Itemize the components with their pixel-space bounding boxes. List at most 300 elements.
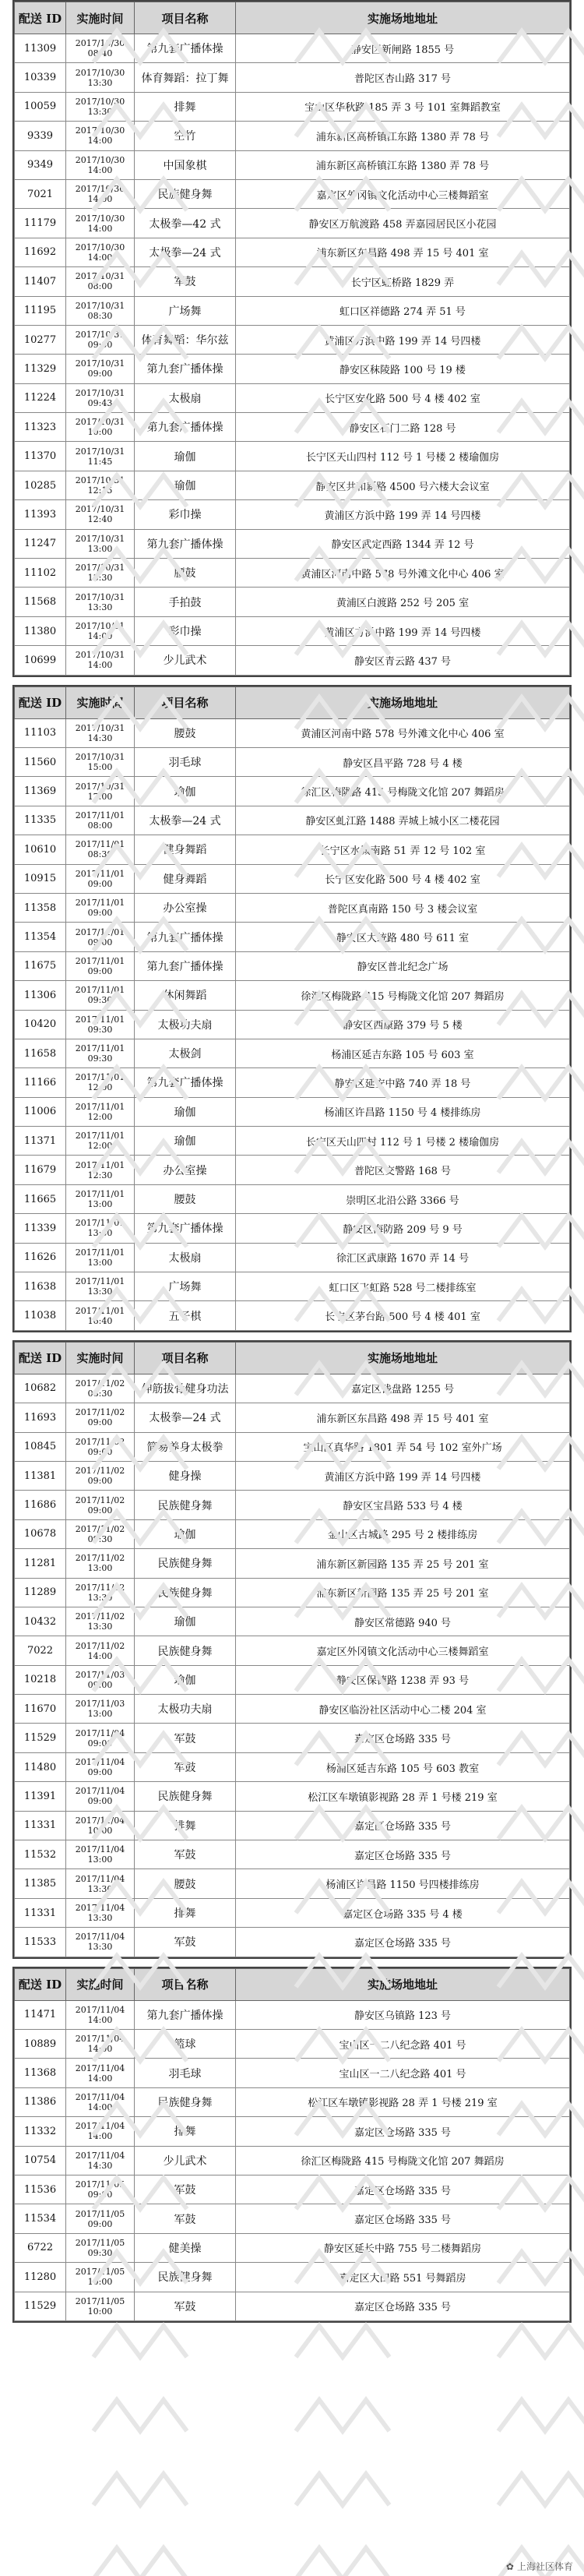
item-cell: 民族健身舞 bbox=[135, 1636, 236, 1665]
delivery-id-cell: 11331 bbox=[15, 1898, 66, 1927]
time-cell: 2017/11/01 12:00 bbox=[66, 1097, 135, 1126]
time-cell: 2017/10/31 09:43 bbox=[66, 383, 135, 412]
wechat-icon: ✿ bbox=[505, 2560, 514, 2572]
time-cell: 2017/11/02 09:00 bbox=[66, 1432, 135, 1461]
time-cell: 2017/11/05 10:00 bbox=[66, 2263, 135, 2292]
table-row bbox=[15, 1156, 570, 1184]
delivery-id-cell: 10610 bbox=[15, 835, 66, 864]
table-row bbox=[15, 1928, 570, 1957]
address-cell: 徐汇区梅陇路 415 号梅陇文化馆 207 舞蹈房 bbox=[236, 2146, 570, 2175]
address-cell: 静安区石门二路 128 号 bbox=[236, 413, 570, 442]
time-cell: 2017/11/04 13:30 bbox=[66, 1928, 135, 1957]
delivery-id-cell: 11380 bbox=[15, 616, 66, 645]
item-cell: 第九套广播体操 bbox=[135, 1214, 236, 1243]
delivery-id-cell: 11358 bbox=[15, 893, 66, 922]
table-row bbox=[15, 179, 570, 208]
time-cell: 2017/11/01 12:30 bbox=[66, 1156, 135, 1184]
address-cell: 嘉定区仓场路 335 号 bbox=[236, 1724, 570, 1752]
address-cell: 杨浦区延吉东路 105 号 603 室 bbox=[236, 1039, 570, 1067]
address-cell: 长宁区虹桥路 1829 弄 bbox=[236, 267, 570, 296]
item-cell: 军鼓 bbox=[135, 267, 236, 296]
address-cell: 宝山区一二八纪念路 401 号 bbox=[236, 2030, 570, 2059]
item-cell: 健身操 bbox=[135, 1461, 236, 1490]
delivery-id-cell: 11331 bbox=[15, 1811, 66, 1840]
address-cell: 静安区海防路 209 号 9 号 bbox=[236, 1214, 570, 1243]
address-cell: 松江区车墩镇影视路 28 弄 1 号楼 219 室 bbox=[236, 1782, 570, 1811]
schedule-block bbox=[12, 1340, 572, 1959]
table-row bbox=[15, 1097, 570, 1126]
item-cell: 腰鼓 bbox=[135, 1184, 236, 1213]
time-cell: 2017/11/05 09:30 bbox=[66, 2233, 135, 2262]
address-cell: 静安区延安中路 740 弄 18 号 bbox=[236, 1068, 570, 1097]
table-row bbox=[15, 122, 570, 150]
time-cell: 2017/10/30 13:30 bbox=[66, 92, 135, 121]
item-cell: 第九套广播体操 bbox=[135, 34, 236, 63]
time-cell: 2017/11/04 10:00 bbox=[66, 1811, 135, 1840]
time-cell: 2017/10/31 11:45 bbox=[66, 442, 135, 471]
address-cell: 嘉定区钱盘路 1255 号 bbox=[236, 1374, 570, 1403]
table-row bbox=[15, 588, 570, 616]
header-address: 实施场地地址 bbox=[236, 1968, 570, 2000]
table-row bbox=[15, 1214, 570, 1243]
delivery-id-cell: 11280 bbox=[15, 2263, 66, 2292]
table-row bbox=[15, 777, 570, 806]
header-address: 实施场地地址 bbox=[236, 2, 570, 34]
table-row bbox=[15, 2233, 570, 2262]
time-cell: 2017/11/02 14:00 bbox=[66, 1636, 135, 1665]
item-cell: 太极拳—42 式 bbox=[135, 209, 236, 238]
table-row bbox=[15, 1549, 570, 1578]
address-cell: 宝山区一二八纪念路 401 号 bbox=[236, 2059, 570, 2087]
schedule-sheet bbox=[12, 0, 572, 2323]
time-cell: 2017/11/04 14:00 bbox=[66, 2000, 135, 2029]
address-cell: 静安区新闸路 1855 号 bbox=[236, 34, 570, 63]
delivery-id-cell: 11332 bbox=[15, 2117, 66, 2146]
time-cell: 2017/11/05 10:00 bbox=[66, 2292, 135, 2320]
table-row bbox=[15, 471, 570, 499]
table-row bbox=[15, 616, 570, 645]
item-cell: 瑜伽 bbox=[135, 471, 236, 499]
address-cell: 嘉定区仓场路 335 号 bbox=[236, 2204, 570, 2233]
table-row bbox=[15, 267, 570, 296]
address-cell: 黄浦区方浜中路 199 弄 14 号四楼 bbox=[236, 500, 570, 529]
delivery-id-cell: 11323 bbox=[15, 413, 66, 442]
delivery-id-cell: 10059 bbox=[15, 92, 66, 121]
table-row bbox=[15, 1869, 570, 1898]
watermark-mark bbox=[498, 2400, 584, 2431]
delivery-id-cell: 11306 bbox=[15, 981, 66, 1010]
time-cell: 2017/11/01 09:30 bbox=[66, 1010, 135, 1039]
item-cell: 腰鼓 bbox=[135, 718, 236, 747]
time-cell: 2017/10/30 14:00 bbox=[66, 179, 135, 208]
table-row bbox=[15, 893, 570, 922]
header-time: 实施时间 bbox=[66, 686, 135, 718]
delivery-id-cell: 11638 bbox=[15, 1272, 66, 1301]
address-cell: 杨浦区许昌路 1150 号四楼排练房 bbox=[236, 1869, 570, 1898]
footer-text: 上海社区体育 bbox=[516, 2561, 573, 2572]
time-cell: 2017/11/04 09:00 bbox=[66, 1752, 135, 1781]
time-cell: 2017/11/01 09:30 bbox=[66, 1039, 135, 1067]
item-cell: 五子棋 bbox=[135, 1301, 236, 1330]
time-cell: 2017/11/02 13:30 bbox=[66, 1607, 135, 1636]
time-cell: 2017/10/30 08:40 bbox=[66, 34, 135, 63]
item-cell: 太极扇 bbox=[135, 383, 236, 412]
address-cell: 嘉定区仓场路 335 号 4 楼 bbox=[236, 1898, 570, 1927]
header-item: 项目名称 bbox=[135, 1968, 236, 2000]
address-cell: 嘉定区仓场路 335 号 bbox=[236, 2175, 570, 2204]
table-row bbox=[15, 1578, 570, 1607]
time-cell: 2017/10/31 08:30 bbox=[66, 296, 135, 325]
time-cell: 2017/11/01 09:30 bbox=[66, 981, 135, 1010]
item-cell: 简易养身太极拳 bbox=[135, 1432, 236, 1461]
delivery-id-cell: 11391 bbox=[15, 1782, 66, 1811]
delivery-id-cell: 11309 bbox=[15, 34, 66, 63]
table-row bbox=[15, 1039, 570, 1067]
address-cell: 黄浦区方浜中路 199 弄 14 号四楼 bbox=[236, 325, 570, 354]
address-cell: 嘉定区仓场路 335 号 bbox=[236, 2292, 570, 2320]
item-cell: 腰鼓 bbox=[135, 1869, 236, 1898]
time-cell: 2017/10/31 12:40 bbox=[66, 500, 135, 529]
table-row bbox=[15, 1010, 570, 1039]
table-row bbox=[15, 864, 570, 893]
item-cell: 民族健身舞 bbox=[135, 2263, 236, 2292]
item-cell: 太极拳—24 式 bbox=[135, 1403, 236, 1432]
watermark-mark bbox=[296, 2326, 389, 2357]
item-cell: 手拍鼓 bbox=[135, 588, 236, 616]
address-cell: 静安区昌平路 728 号 4 楼 bbox=[236, 747, 570, 776]
address-cell: 嘉定区大田路 551 号舞蹈房 bbox=[236, 2263, 570, 2292]
address-cell: 浦东新区新园路 135 弄 25 号 201 室 bbox=[236, 1578, 570, 1607]
item-cell: 瑜伽 bbox=[135, 1127, 236, 1156]
time-cell: 2017/10/31 15:00 bbox=[66, 747, 135, 776]
time-cell: 2017/10/30 14:00 bbox=[66, 150, 135, 179]
item-cell: 民族健身舞 bbox=[135, 1491, 236, 1519]
delivery-id-cell: 11102 bbox=[15, 559, 66, 588]
delivery-id-cell: 10754 bbox=[15, 2146, 66, 2175]
header-time: 实施时间 bbox=[66, 2, 135, 34]
item-cell: 腰鼓 bbox=[135, 559, 236, 588]
table-row bbox=[15, 1461, 570, 1490]
item-cell: 军鼓 bbox=[135, 1840, 236, 1869]
delivery-id-cell: 10277 bbox=[15, 325, 66, 354]
address-cell: 静安区虬江路 1488 弄城上城小区二楼花园 bbox=[236, 806, 570, 835]
table-row bbox=[15, 209, 570, 238]
delivery-id-cell: 11354 bbox=[15, 923, 66, 951]
address-cell: 崇明区北沿公路 3366 号 bbox=[236, 1184, 570, 1213]
delivery-id-cell: 11529 bbox=[15, 2292, 66, 2320]
item-cell: 民族健身舞 bbox=[135, 1549, 236, 1578]
time-cell: 2017/11/01 09:00 bbox=[66, 893, 135, 922]
item-cell: 第九套广播体操 bbox=[135, 529, 236, 558]
time-cell: 2017/11/03 13:00 bbox=[66, 1695, 135, 1724]
address-cell: 静安区保德路 1238 弄 93 号 bbox=[236, 1665, 570, 1694]
header-item: 项目名称 bbox=[135, 686, 236, 718]
table-row bbox=[15, 2204, 570, 2233]
delivery-id-cell: 7022 bbox=[15, 1636, 66, 1665]
time-cell: 2017/10/31 13:00 bbox=[66, 529, 135, 558]
item-cell: 排舞 bbox=[135, 1898, 236, 1927]
table-row bbox=[15, 1243, 570, 1272]
delivery-id-cell: 11665 bbox=[15, 1184, 66, 1213]
table-row bbox=[15, 1432, 570, 1461]
time-cell: 2017/10/30 13:30 bbox=[66, 63, 135, 92]
time-cell: 2017/10/31 08:00 bbox=[66, 267, 135, 296]
watermark-mark bbox=[93, 2400, 187, 2431]
time-cell: 2017/11/04 13:30 bbox=[66, 1869, 135, 1898]
delivery-id-cell: 11670 bbox=[15, 1695, 66, 1724]
address-cell: 长宁区安化路 500 号 4 楼 402 室 bbox=[236, 383, 570, 412]
header-address: 实施场地地址 bbox=[236, 686, 570, 718]
delivery-id-cell: 11534 bbox=[15, 2204, 66, 2233]
delivery-id-cell: 11385 bbox=[15, 1869, 66, 1898]
address-cell: 浦东新区东昌路 498 弄 15 号 401 室 bbox=[236, 1403, 570, 1432]
delivery-id-cell: 11407 bbox=[15, 267, 66, 296]
item-cell: 健身舞蹈 bbox=[135, 835, 236, 864]
delivery-id-cell: 11393 bbox=[15, 500, 66, 529]
watermark-mark bbox=[296, 2548, 389, 2576]
table-row bbox=[15, 951, 570, 980]
header-row bbox=[15, 1968, 570, 2000]
time-cell: 2017/11/01 13:00 bbox=[66, 1184, 135, 1213]
table-row bbox=[15, 2117, 570, 2146]
item-cell: 办公室操 bbox=[135, 1156, 236, 1184]
delivery-id-cell: 11195 bbox=[15, 296, 66, 325]
time-cell: 2017/10/31 12:15 bbox=[66, 471, 135, 499]
table-row bbox=[15, 1898, 570, 1927]
header-id: 配送 ID bbox=[15, 1968, 66, 2000]
table-row bbox=[15, 646, 570, 675]
item-cell: 瑜伽 bbox=[135, 1097, 236, 1126]
time-cell: 2017/11/02 09:00 bbox=[66, 1491, 135, 1519]
address-cell: 徐汇区梅陇路 415 号梅陇文化馆 207 舞蹈房 bbox=[236, 981, 570, 1010]
table-row bbox=[15, 1636, 570, 1665]
delivery-id-cell: 11693 bbox=[15, 1403, 66, 1432]
delivery-id-cell: 11560 bbox=[15, 747, 66, 776]
address-cell: 长宁区安化路 500 号 4 楼 402 室 bbox=[236, 864, 570, 893]
table-row bbox=[15, 1695, 570, 1724]
address-cell: 静安区普北纪念广场 bbox=[236, 951, 570, 980]
time-cell: 2017/10/31 10:00 bbox=[66, 413, 135, 442]
item-cell: 羽毛球 bbox=[135, 747, 236, 776]
time-cell: 2017/10/31 14:00 bbox=[66, 646, 135, 675]
address-cell: 徐汇区梅陇路 415 号梅陇文化馆 207 舞蹈房 bbox=[236, 777, 570, 806]
delivery-id-cell: 11166 bbox=[15, 1068, 66, 1097]
address-cell: 杨浦区许昌路 1150 号 4 楼排练房 bbox=[236, 1097, 570, 1126]
time-cell: 2017/11/01 08:30 bbox=[66, 835, 135, 864]
delivery-id-cell: 11006 bbox=[15, 1097, 66, 1126]
table-row bbox=[15, 442, 570, 471]
time-cell: 2017/10/31 09:00 bbox=[66, 325, 135, 354]
time-cell: 2017/11/04 13:00 bbox=[66, 1840, 135, 1869]
time-cell: 2017/11/04 13:30 bbox=[66, 1898, 135, 1927]
address-cell: 普陀区杏山路 317 号 bbox=[236, 63, 570, 92]
table-row bbox=[15, 413, 570, 442]
header-address: 实施场地地址 bbox=[236, 1342, 570, 1374]
header-time: 实施时间 bbox=[66, 1968, 135, 2000]
table-row bbox=[15, 325, 570, 354]
item-cell: 排舞 bbox=[135, 92, 236, 121]
time-cell: 2017/11/02 13:30 bbox=[66, 1578, 135, 1607]
delivery-id-cell: 11675 bbox=[15, 951, 66, 980]
address-cell: 嘉定区外冈镇文化活动中心三楼舞蹈室 bbox=[236, 1636, 570, 1665]
table-row bbox=[15, 2087, 570, 2116]
address-cell: 黄浦区河南中路 578 号外滩文化中心 406 室 bbox=[236, 718, 570, 747]
schedule-block bbox=[12, 1967, 572, 2323]
address-cell: 嘉定区仓场路 335 号 bbox=[236, 1840, 570, 1869]
address-cell: 静安区临汾社区活动中心二楼 204 室 bbox=[236, 1695, 570, 1724]
table-row bbox=[15, 150, 570, 179]
item-cell: 广场舞 bbox=[135, 1272, 236, 1301]
table-row bbox=[15, 1491, 570, 1519]
item-cell: 休闲舞蹈 bbox=[135, 981, 236, 1010]
delivery-id-cell: 11289 bbox=[15, 1578, 66, 1607]
time-cell: 2017/11/04 14:00 bbox=[66, 2087, 135, 2116]
address-cell: 静安区乌镇路 123 号 bbox=[236, 2000, 570, 2029]
item-cell: 篮球 bbox=[135, 2030, 236, 2059]
watermark-mark bbox=[93, 2326, 187, 2357]
time-cell: 2017/11/05 09:00 bbox=[66, 2204, 135, 2233]
table-row bbox=[15, 2059, 570, 2087]
time-cell: 2017/11/01 13:00 bbox=[66, 1214, 135, 1243]
time-cell: 2017/10/31 13:30 bbox=[66, 559, 135, 588]
time-cell: 2017/10/31 14:30 bbox=[66, 718, 135, 747]
item-cell: 瑜伽 bbox=[135, 1665, 236, 1694]
address-cell: 虹口区飞虹路 528 号二楼排练室 bbox=[236, 1272, 570, 1301]
table-row bbox=[15, 296, 570, 325]
schedule-table bbox=[14, 1342, 570, 1957]
schedule-block bbox=[12, 685, 572, 1332]
table-row bbox=[15, 238, 570, 266]
address-cell: 静安区西康路 379 号 5 楼 bbox=[236, 1010, 570, 1039]
item-cell: 健美操 bbox=[135, 2233, 236, 2262]
table-row bbox=[15, 835, 570, 864]
delivery-id-cell: 11679 bbox=[15, 1156, 66, 1184]
table-row bbox=[15, 2000, 570, 2029]
item-cell: 第九套广播体操 bbox=[135, 923, 236, 951]
address-cell: 黄浦区白渡路 252 号 205 室 bbox=[236, 588, 570, 616]
item-cell: 太极拳—24 式 bbox=[135, 806, 236, 835]
delivery-id-cell: 11281 bbox=[15, 1549, 66, 1578]
table-row bbox=[15, 34, 570, 63]
table-row bbox=[15, 1519, 570, 1548]
item-cell: 彩巾操 bbox=[135, 500, 236, 529]
item-cell: 军鼓 bbox=[135, 1724, 236, 1752]
header-row bbox=[15, 1342, 570, 1374]
delivery-id-cell: 11568 bbox=[15, 588, 66, 616]
table-row bbox=[15, 529, 570, 558]
table-row bbox=[15, 806, 570, 835]
address-cell: 宝山区华秋路 185 弄 3 号 101 室舞蹈教室 bbox=[236, 92, 570, 121]
table-row bbox=[15, 1782, 570, 1811]
header-row bbox=[15, 686, 570, 718]
address-cell: 静安区宝昌路 533 号 4 楼 bbox=[236, 1491, 570, 1519]
time-cell: 2017/11/01 12:00 bbox=[66, 1127, 135, 1156]
delivery-id-cell: 11381 bbox=[15, 1461, 66, 1490]
delivery-id-cell: 11369 bbox=[15, 777, 66, 806]
address-cell: 嘉定区仓场路 335 号 bbox=[236, 1928, 570, 1957]
delivery-id-cell: 11224 bbox=[15, 383, 66, 412]
time-cell: 2017/11/01 09:00 bbox=[66, 864, 135, 893]
item-cell: 广场舞 bbox=[135, 296, 236, 325]
address-cell: 长宁区茅台路 500 号 4 楼 401 室 bbox=[236, 1301, 570, 1330]
item-cell: 排舞 bbox=[135, 2117, 236, 2146]
delivery-id-cell: 11626 bbox=[15, 1243, 66, 1272]
time-cell: 2017/11/02 13:00 bbox=[66, 1549, 135, 1578]
time-cell: 2017/11/04 09:00 bbox=[66, 1724, 135, 1752]
table-row bbox=[15, 383, 570, 412]
time-cell: 2017/10/30 14:00 bbox=[66, 238, 135, 266]
delivery-id-cell: 10682 bbox=[15, 1374, 66, 1403]
delivery-id-cell: 11329 bbox=[15, 355, 66, 383]
address-cell: 静安区青云路 437 号 bbox=[236, 646, 570, 675]
header-time: 实施时间 bbox=[66, 1342, 135, 1374]
address-cell: 长宁区水城南路 51 弄 12 号 102 室 bbox=[236, 835, 570, 864]
delivery-id-cell: 11370 bbox=[15, 442, 66, 471]
table-row bbox=[15, 1127, 570, 1156]
table-row bbox=[15, 2146, 570, 2175]
address-cell: 普陀区真南路 150 号 3 楼会议室 bbox=[236, 893, 570, 922]
delivery-id-cell: 11533 bbox=[15, 1928, 66, 1957]
table-row bbox=[15, 747, 570, 776]
address-cell: 长宁区天山四村 112 号 1 号楼 2 楼瑜伽房 bbox=[236, 442, 570, 471]
header-row bbox=[15, 2, 570, 34]
time-cell: 2017/11/04 14:30 bbox=[66, 2146, 135, 2175]
item-cell: 少儿武术 bbox=[135, 2146, 236, 2175]
address-cell: 嘉定区外冈镇文化活动中心三楼舞蹈室 bbox=[236, 179, 570, 208]
delivery-id-cell: 11179 bbox=[15, 209, 66, 238]
address-cell: 普陀区交警路 168 号 bbox=[236, 1156, 570, 1184]
table-row bbox=[15, 1374, 570, 1403]
item-cell: 第九套广播体操 bbox=[135, 413, 236, 442]
table-row bbox=[15, 355, 570, 383]
table-row bbox=[15, 1068, 570, 1097]
table-row bbox=[15, 718, 570, 747]
table-row bbox=[15, 1724, 570, 1752]
time-cell: 2017/11/03 09:00 bbox=[66, 1665, 135, 1694]
delivery-id-cell: 11471 bbox=[15, 2000, 66, 2029]
delivery-id-cell: 11368 bbox=[15, 2059, 66, 2087]
delivery-id-cell: 10889 bbox=[15, 2030, 66, 2059]
table-row bbox=[15, 923, 570, 951]
address-cell: 浦东新区高桥镇江东路 1380 弄 78 号 bbox=[236, 122, 570, 150]
address-cell: 静安区万航渡路 458 弄嘉园居民区小花园 bbox=[236, 209, 570, 238]
time-cell: 2017/11/04 14:00 bbox=[66, 2117, 135, 2146]
address-cell: 金山区古城路 295 号 2 楼排练房 bbox=[236, 1519, 570, 1548]
table-row bbox=[15, 1665, 570, 1694]
delivery-id-cell: 10285 bbox=[15, 471, 66, 499]
item-cell: 民族健身舞 bbox=[135, 2087, 236, 2116]
item-cell: 太极剑 bbox=[135, 1039, 236, 1067]
table-row bbox=[15, 1607, 570, 1636]
item-cell: 民族健身舞 bbox=[135, 1578, 236, 1607]
delivery-id-cell: 11247 bbox=[15, 529, 66, 558]
delivery-id-cell: 10339 bbox=[15, 63, 66, 92]
address-cell: 静安区大统路 480 号 611 室 bbox=[236, 923, 570, 951]
time-cell: 2017/11/05 09:00 bbox=[66, 2175, 135, 2204]
watermark-mark bbox=[93, 2548, 187, 2576]
time-cell: 2017/10/31 14:00 bbox=[66, 616, 135, 645]
time-cell: 2017/11/01 13:00 bbox=[66, 1243, 135, 1272]
table-row bbox=[15, 1752, 570, 1781]
item-cell: 瑜伽 bbox=[135, 1607, 236, 1636]
item-cell: 军鼓 bbox=[135, 1928, 236, 1957]
watermark-mark bbox=[498, 2474, 584, 2505]
item-cell: 太极功夫扇 bbox=[135, 1695, 236, 1724]
time-cell: 2017/10/30 14:00 bbox=[66, 209, 135, 238]
time-cell: 2017/10/31 17:00 bbox=[66, 777, 135, 806]
delivery-id-cell: 11038 bbox=[15, 1301, 66, 1330]
time-cell: 2017/11/04 14:00 bbox=[66, 2059, 135, 2087]
